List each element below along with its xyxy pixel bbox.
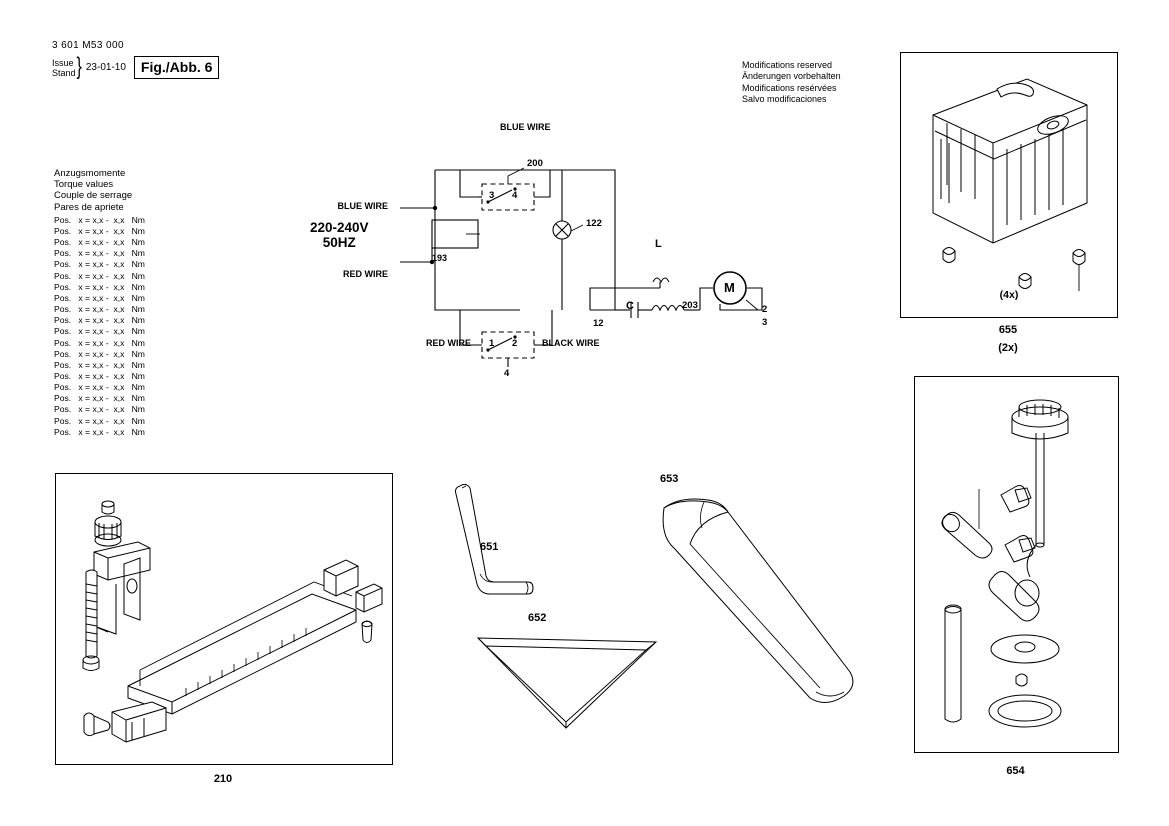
torque-row: Pos. x = x,x - x,x Nm (54, 382, 145, 393)
callout-200: 200 (527, 158, 543, 169)
modifications-line: Modifications resérvées (742, 82, 837, 93)
brace-glyph: } (76, 54, 82, 80)
panel-210-number: 210 (213, 773, 233, 785)
label-voltage: 220-240V 50HZ (310, 220, 369, 250)
callout-3: 3 (762, 317, 768, 328)
accessory-653-number: 653 (660, 473, 679, 485)
torque-row: Pos. x = x,x - x,x Nm (54, 237, 145, 248)
panel-case-655 (900, 52, 1118, 318)
torque-row: Pos. x = x,x - x,x Nm (54, 214, 145, 225)
panel-fence-210 (55, 473, 393, 765)
label-black-wire-bottom: BLACK WIRE (542, 338, 600, 348)
callout-193: 193 (432, 253, 448, 263)
torque-row: Pos. x = x,x - x,x Nm (54, 259, 145, 270)
torque-row: Pos. x = x,x - x,x Nm (54, 225, 145, 236)
torque-row: Pos. x = x,x - x,x Nm (54, 348, 145, 359)
torque-row: Pos. x = x,x - x,x Nm (54, 292, 145, 303)
issue-label: Issue (52, 57, 74, 68)
torque-row: Pos. x = x,x - x,x Nm (54, 359, 145, 370)
torque-values-block (54, 168, 145, 438)
torque-row: Pos. x = x,x - x,x Nm (54, 371, 145, 381)
wiring-diagram (300, 110, 860, 390)
torque-row: Pos. x = x,x - x,x Nm (54, 281, 145, 292)
label-blue-wire-left: BLUE WIRE (337, 201, 388, 211)
issue-row (52, 56, 252, 79)
issue-date: 23-01-10 (85, 62, 126, 73)
stand-label: Stand (52, 67, 76, 78)
label-capacitor-c: C (626, 300, 634, 312)
panel-655-number: 655 (998, 324, 1018, 336)
terminal-2: 2 (512, 338, 518, 349)
torque-row: Pos. x = x,x - x,x Nm (54, 337, 145, 348)
header-block (52, 40, 252, 79)
modifications-line: Modifications reserved (742, 60, 833, 70)
panel-654-number: 654 (1006, 765, 1025, 777)
torque-row: Pos. x = x,x - x,x Nm (54, 315, 145, 326)
panel-655-quantity: (2x) (998, 342, 1018, 354)
torque-row: Pos. x = x,x - x,x Nm (54, 426, 145, 437)
callout-2: 2 (762, 304, 768, 315)
torque-row: Pos. x = x,x - x,x Nm (54, 326, 145, 337)
torque-row: Pos. x = x,x - x,x Nm (54, 404, 145, 415)
label-inductor-l: L (655, 238, 662, 250)
terminal-1: 1 (489, 338, 495, 349)
torque-row: Pos. x = x,x - x,x Nm (54, 393, 145, 404)
panel-clamp-654 (914, 376, 1119, 753)
torque-row: Pos. x = x,x - x,x Nm (54, 304, 145, 315)
terminal-3: 3 (489, 190, 495, 201)
modifications-note (742, 60, 841, 105)
torque-heading-de: Anzugsmomente (54, 168, 126, 179)
callout-203: 203 (682, 300, 698, 311)
accessory-651-number: 651 (480, 541, 499, 553)
modifications-line: Salvo modificaciones (742, 93, 827, 104)
torque-row: Pos. x = x,x - x,x Nm (54, 415, 145, 426)
accessory-dust-bag (640, 492, 880, 722)
modifications-line: Änderungen vorbehalten (742, 71, 841, 82)
label-red-wire-left: RED WIRE (343, 269, 388, 279)
torque-heading-es: Pares de apriete (54, 201, 124, 213)
part-number: 3 601 M53 000 (52, 40, 124, 51)
figure-badge: Fig./Abb. 6 (134, 56, 220, 79)
accessory-652-number: 652 (528, 612, 547, 624)
callout-12: 12 (593, 318, 604, 329)
torque-heading-fr: Couple de serrage (54, 190, 133, 202)
quantity-4x: (4x) (999, 289, 1019, 301)
callout-122: 122 (586, 218, 602, 229)
label-red-wire-bottom: RED WIRE (426, 338, 471, 348)
torque-row: Pos. x = x,x - x,x Nm (54, 248, 145, 259)
label-motor: M (724, 280, 735, 295)
callout-4: 4 (504, 368, 510, 379)
label-blue-wire-top: BLUE WIRE (500, 122, 551, 132)
torque-heading-en: Torque values (54, 179, 114, 191)
terminal-4: 4 (512, 190, 518, 201)
torque-row: Pos. x = x,x - x,x Nm (54, 270, 145, 281)
issue-stand-labels (52, 58, 76, 78)
